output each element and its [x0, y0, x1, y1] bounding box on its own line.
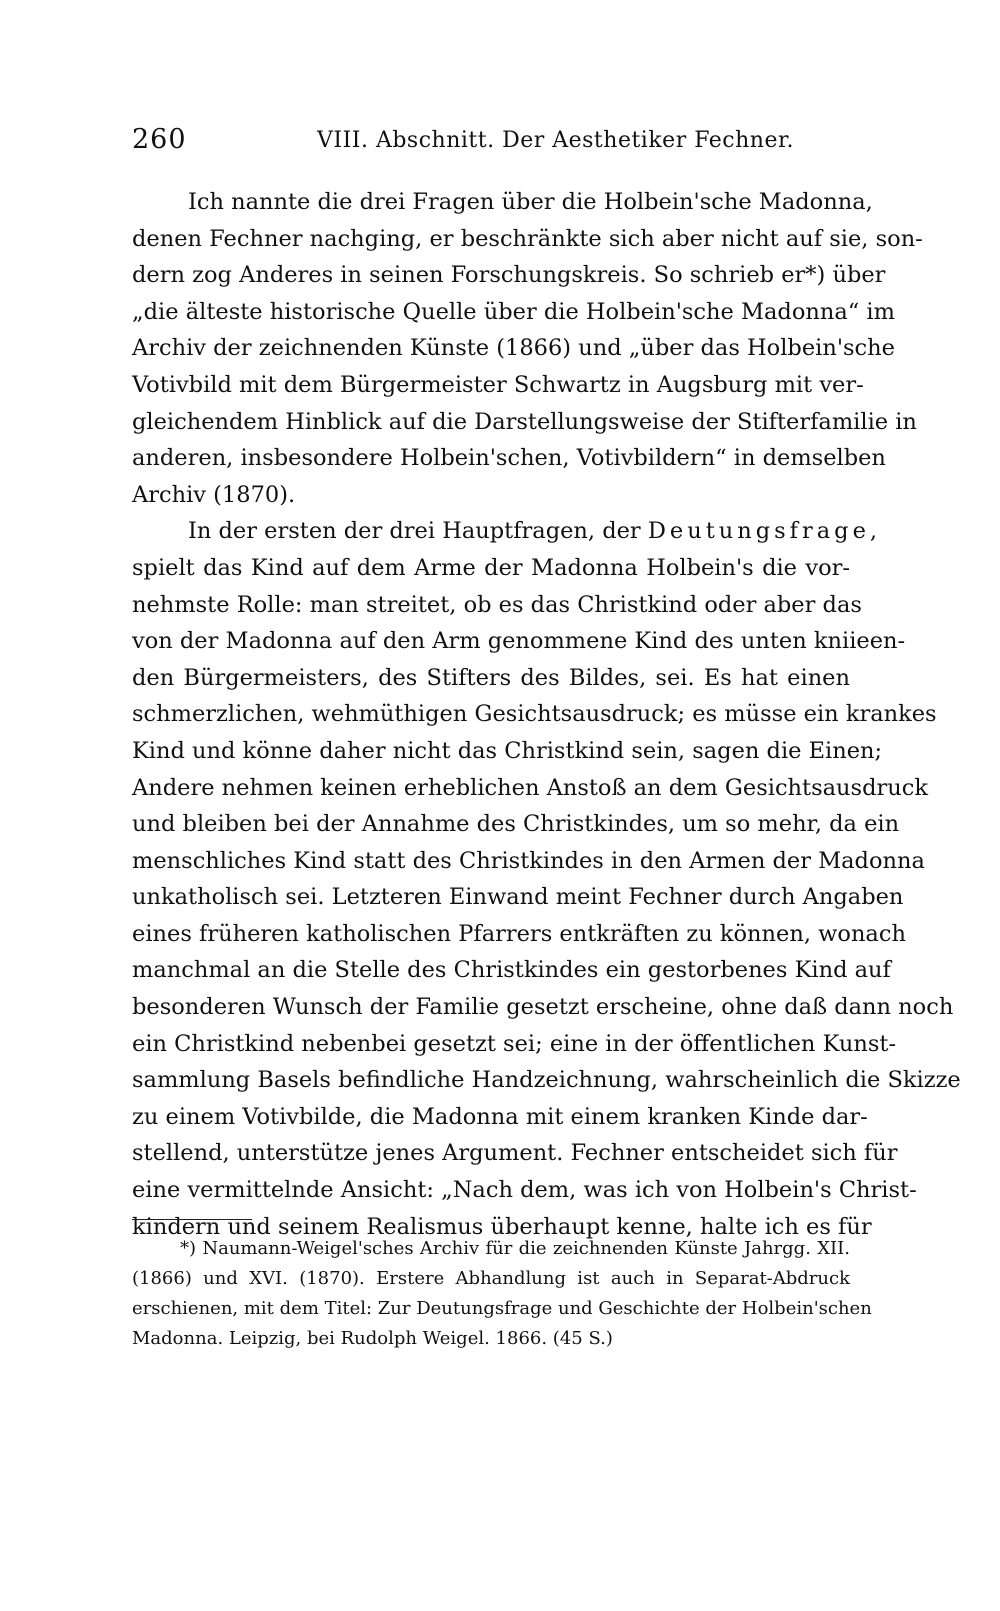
text-line: zu einem Votivbilde, die Madonna mit einem kranken Kinde dar-	[132, 1103, 868, 1130]
text-line: schmerzlichen, wehmüthigen Gesichtsausdruck; es müsse ein krankes	[132, 701, 937, 728]
text-line-start: In der ersten der drei Hauptfragen, der	[188, 518, 641, 545]
footnote-line: Madonna. Leipzig, bei Rudolph Weigel. 1866. (45 S.)	[132, 1328, 613, 1349]
text-line: besonderen Wunsch der Familie gesetzt erscheine, ohne daß dann noch	[132, 994, 954, 1021]
spaced-term: Deutungsfrage,	[647, 518, 882, 545]
footnote-divider	[132, 1219, 252, 1220]
body-text	[132, 184, 961, 1245]
text-line: gleichendem Hinblick auf die Darstellungsweise der Stifterfamilie in	[132, 408, 917, 435]
text-line: eine vermittelnde Ansicht: „Nach dem, was ich von Holbein's Christ-	[132, 1177, 917, 1204]
text-line: nehmste Rolle: man streitet, ob es das Christkind oder aber das	[132, 591, 862, 618]
footnote-line: erschienen, mit dem Titel: Zur Deutungsfrage und Geschichte der Holbein'schen	[132, 1298, 872, 1319]
text-line: Andere nehmen keinen erheblichen Anstoß an dem Gesichtsausdruck	[132, 774, 928, 801]
text-line: anderen, insbesondere Holbein'schen, Votivbildern“ in demselben	[132, 445, 886, 472]
text-line: eines früheren katholischen Pfarrers entkräften zu können, wonach	[132, 920, 906, 947]
text-line: manchmal an die Stelle des Christkindes ein gestorbenes Kind auf	[132, 957, 891, 984]
page-header	[132, 124, 852, 164]
text-line: stellend, unterstütze jenes Argument. Fechner entscheidet sich für	[132, 1140, 898, 1167]
text-line: ein Christkind nebenbei gesetzt sei; eine in der öffentlichen Kunst-	[132, 1030, 897, 1057]
text-line: menschliches Kind statt des Christkindes in den Armen der Madonna	[132, 847, 925, 874]
text-line: Archiv (1870).	[132, 481, 296, 508]
text-line	[132, 513, 882, 550]
footnote	[132, 1234, 872, 1354]
text-line: Archiv der zeichnenden Künste (1866) und „über das Holbein'sche	[132, 335, 895, 362]
text-line: Votivbild mit dem Bürgermeister Schwartz in Augsburg mit ver-	[132, 371, 864, 398]
text-line: sammlung Basels befindliche Handzeichnung, wahrscheinlich die Skizze	[132, 1067, 961, 1094]
text-line: dern zog Anderes in seinen Forschungskreis. So schrieb er*) über	[132, 262, 886, 289]
page-number: 260	[132, 124, 187, 155]
text-line: spielt das Kind auf dem Arme der Madonna Holbein's die vor-	[132, 554, 850, 581]
text-line: und bleiben bei der Annahme des Christkindes, um so mehr, da ein	[132, 811, 900, 838]
text-line: den Bürgermeisters, des Stifters des Bildes, sei. Es hat einen	[132, 664, 850, 691]
running-head: VIII. Abschnitt. Der Aesthetiker Fechner.	[317, 128, 795, 153]
footnote-line: *) Naumann-Weigel'sches Archiv für die zeichnenden Künste Jahrgg. XII.	[180, 1238, 850, 1259]
text-line: Kind und könne daher nicht das Christkind sein, sagen die Einen;	[132, 737, 883, 764]
footnote-line: (1866) und XVI. (1870). Erstere Abhandlung ist auch in Separat-Abdruck	[132, 1268, 850, 1289]
text-line: kindern und seinem Realismus überhaupt kenne, halte ich es für	[132, 1213, 872, 1240]
text-line: unkatholisch sei. Letzteren Einwand meint Fechner durch Angaben	[132, 884, 904, 911]
text-line: „die älteste historische Quelle über die Holbein'sche Madonna“ im	[132, 298, 895, 325]
text-line: Ich nannte die drei Fragen über die Holbein'sche Madonna,	[188, 189, 873, 215]
text-line: denen Fechner nachging, er beschränkte sich aber nicht auf sie, son-	[132, 225, 923, 252]
text-line: von der Madonna auf den Arm genommene Kind des unten kniieen-	[132, 628, 906, 655]
